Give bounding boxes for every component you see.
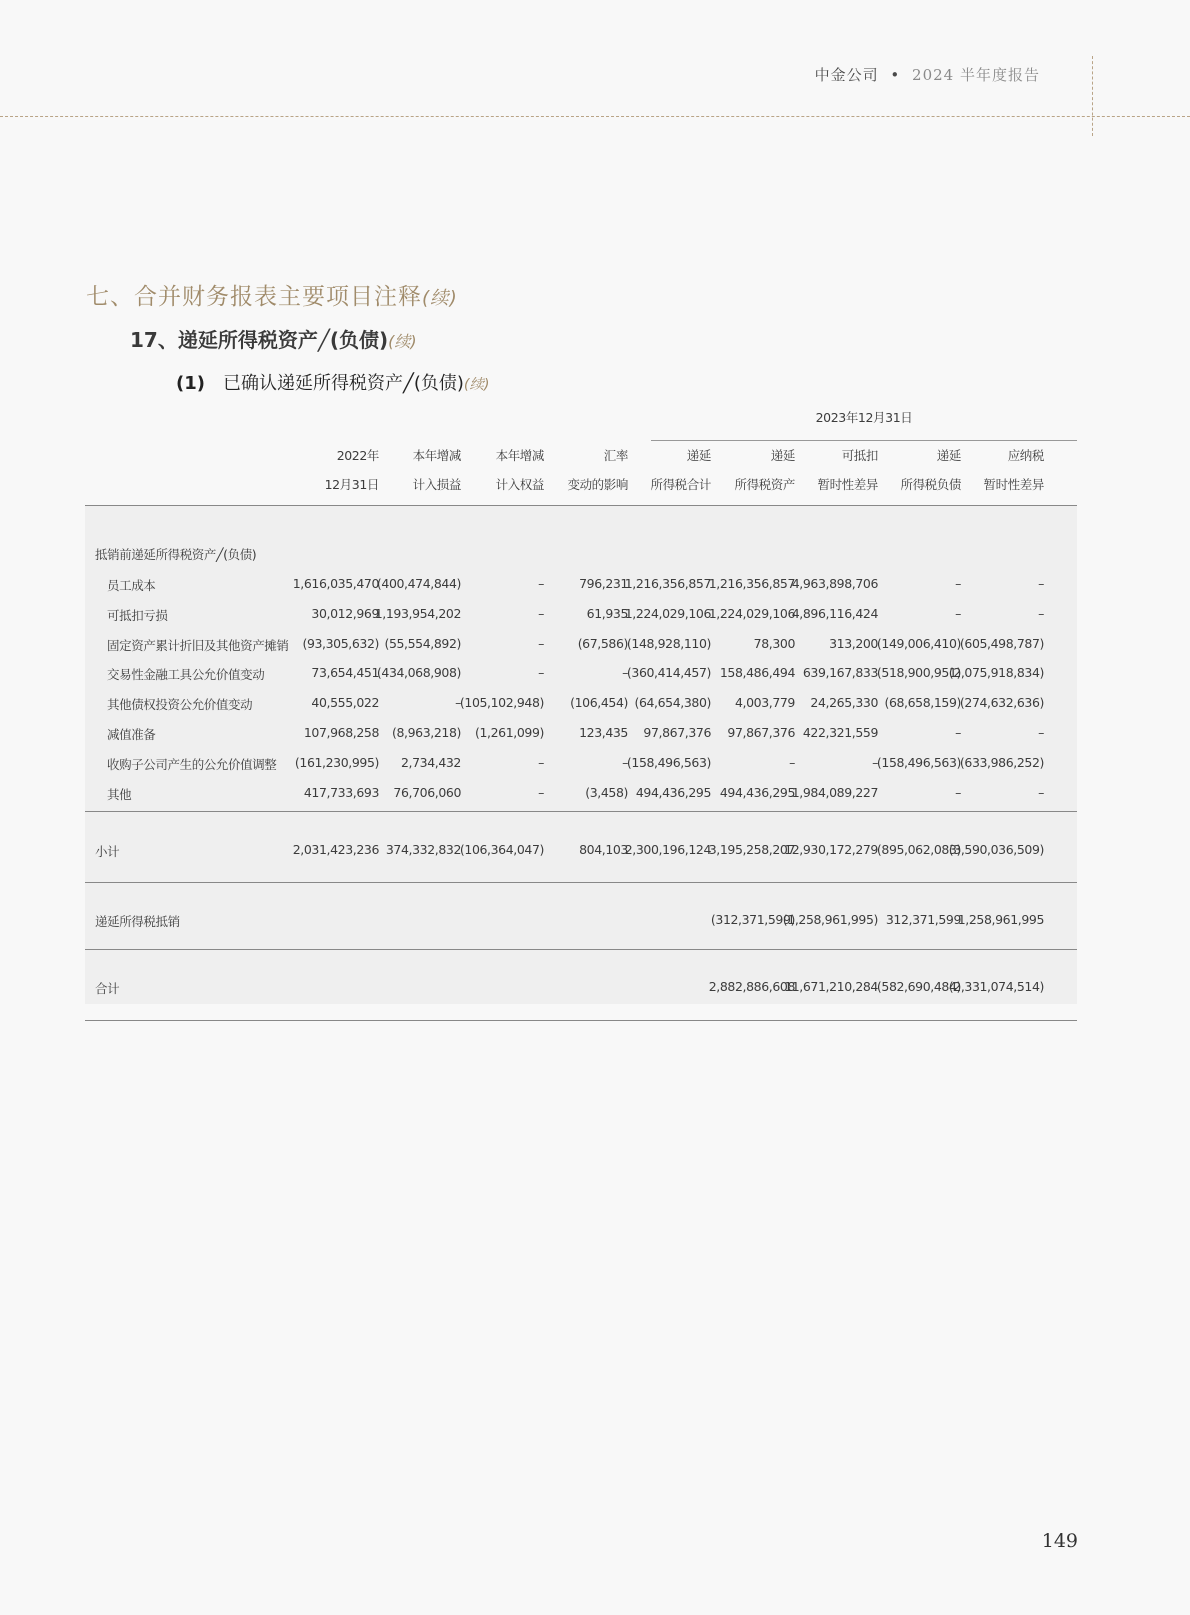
table-cell: –: [1038, 576, 1044, 591]
header-separator: •: [890, 66, 901, 84]
table-cell: 422,321,559: [802, 725, 878, 740]
table-cell: (93,305,632): [302, 636, 379, 651]
table-cell: (149,006,410): [876, 636, 961, 651]
table-cell: 158,486,494: [719, 665, 795, 680]
table-cell: –: [955, 725, 961, 740]
table-cell: (633,986,252): [959, 755, 1044, 770]
table-cell: 417,733,693: [303, 785, 379, 800]
subsection-continued: (续): [388, 332, 417, 351]
table-cell: –: [955, 785, 961, 800]
table-cell: –: [538, 755, 544, 770]
offset-bottom-rule: [85, 949, 1077, 950]
item-number: (1): [176, 373, 205, 394]
table-cell: –: [538, 606, 544, 621]
table-cell: (518,900,951): [876, 665, 961, 680]
table-cell: 78,300: [753, 636, 795, 651]
column-header-line1: 应纳税: [1007, 448, 1044, 463]
column-header-line1: 递延: [686, 448, 711, 463]
page-number: 149: [1041, 1530, 1078, 1552]
table-cell: –: [538, 576, 544, 591]
item-title: 已确认递延所得税资产╱(负债): [222, 373, 464, 394]
table-cell: –: [1038, 725, 1044, 740]
total-cell: (582,690,484): [876, 979, 961, 994]
table-cell: 2,734,432: [400, 755, 461, 770]
table-cell: 1,216,356,857: [708, 576, 795, 591]
body-bottom-rule: [85, 811, 1077, 812]
column-header-line1: 本年增减: [495, 448, 544, 463]
subtotal-cell: (895,062,083): [876, 842, 961, 857]
table-cell: (158,496,563): [876, 755, 961, 770]
table-cell: –: [538, 665, 544, 680]
table-cell: (68,658,159): [884, 695, 961, 710]
table-cell: 4,896,116,424: [791, 606, 878, 621]
header-report-title: 2024 半年度报告: [912, 66, 1040, 84]
table-cell: 1,193,954,202: [374, 606, 461, 621]
column-header-line2: 所得税资产: [734, 477, 795, 492]
table-cell: (67,586): [577, 636, 628, 651]
subtotal-cell: 374,332,832: [385, 842, 461, 857]
row-label: 其他债权投资公允价值变动: [107, 697, 253, 712]
table-cell: 313,200: [829, 636, 878, 651]
row-label: 减值准备: [107, 727, 156, 742]
table-cell: –: [1038, 606, 1044, 621]
subtotal-cell: 2,300,196,124: [624, 842, 711, 857]
table-cell: –: [538, 785, 544, 800]
subtotal-cell: 2,031,423,236: [292, 842, 379, 857]
table-cell: –: [622, 665, 628, 680]
subtotal-bottom-rule: [85, 882, 1077, 883]
offset-cell: 312,371,599: [885, 912, 961, 927]
row-label: 可抵扣亏损: [107, 608, 168, 623]
table-cell: (106,454): [570, 695, 628, 710]
offset-cell: (312,371,599): [710, 912, 795, 927]
offset-label: 递延所得税抵销: [95, 914, 180, 929]
column-header-line1: 汇率: [603, 448, 628, 463]
table-cell: (274,632,636): [959, 695, 1044, 710]
table-cell: –: [872, 755, 878, 770]
total-label: 合计: [95, 981, 120, 996]
offset-cell: 1,258,961,995: [957, 912, 1044, 927]
row-label: 其他: [107, 787, 132, 802]
column-header-line1: 2022年: [336, 448, 379, 463]
offset-cell: (1,258,961,995): [782, 912, 878, 927]
table-cell: 40,555,022: [311, 695, 379, 710]
total-cell: 2,882,886,608: [708, 979, 795, 994]
table-cell: (3,458): [585, 785, 628, 800]
table-cell: (158,496,563): [626, 755, 711, 770]
table-cell: 107,968,258: [303, 725, 379, 740]
table-cell: 24,265,330: [810, 695, 878, 710]
header-divider: [0, 116, 1190, 117]
table-cell: 76,706,060: [393, 785, 461, 800]
table-cell: 639,167,833: [802, 665, 878, 680]
table-cell: –: [538, 636, 544, 651]
header-vertical-divider: [1092, 56, 1093, 136]
column-header-line2: 变动的影响: [567, 477, 628, 492]
table-cell: (360,414,457): [626, 665, 711, 680]
column-header-line2: 所得税合计: [650, 477, 711, 492]
table-cell: 1,216,356,857: [624, 576, 711, 591]
subtotal-cell: (106,364,047): [459, 842, 544, 857]
table-cell: (161,230,995): [294, 755, 379, 770]
column-header-line2: 暂时性差异: [983, 477, 1044, 492]
table-cell: –: [1038, 785, 1044, 800]
table-cell: 4,963,898,706: [791, 576, 878, 591]
table-cell: –: [955, 576, 961, 591]
column-header-line2: 计入损益: [412, 477, 461, 492]
subsection-heading: [130, 324, 417, 353]
section-title: 七、合并财务报表主要项目注释: [86, 284, 422, 310]
table-cell: 4,003,779: [734, 695, 795, 710]
table-cell: 1,984,089,227: [791, 785, 878, 800]
row-label: 固定资产累计折旧及其他资产摊销: [107, 638, 289, 653]
table-cell: (605,498,787): [959, 636, 1044, 651]
table-cell: (2,075,918,834): [948, 665, 1044, 680]
table-cell: (105,102,948): [459, 695, 544, 710]
subtotal-cell: 804,103: [579, 842, 628, 857]
column-header-line1: 可抵扣: [841, 448, 878, 463]
column-header-line2: 暂时性差异: [817, 477, 878, 492]
section-heading: [86, 278, 458, 311]
column-header-line1: 本年增减: [412, 448, 461, 463]
table-cell: (148,928,110): [626, 636, 711, 651]
group-header-rule: [651, 440, 1077, 441]
running-header: [815, 64, 1040, 85]
table-cell: 97,867,376: [643, 725, 711, 740]
table-cell: 30,012,969: [311, 606, 379, 621]
column-header-line2: 所得税负债: [900, 477, 961, 492]
column-header-line1: 递延: [770, 448, 795, 463]
table-cell: 97,867,376: [727, 725, 795, 740]
table-cell: 494,436,295: [719, 785, 795, 800]
table-cell: (64,654,380): [634, 695, 711, 710]
subtotal-label: 小计: [95, 844, 120, 859]
total-bottom-rule: [85, 1020, 1077, 1021]
section-continued: (续): [422, 288, 458, 309]
subtotal-cell: 12,930,172,279: [784, 842, 878, 857]
table-cell: (434,068,908): [376, 665, 461, 680]
row-label: 交易性金融工具公允价值变动: [107, 667, 265, 682]
table-cell: 1,224,029,106: [624, 606, 711, 621]
table-cell: (1,261,099): [475, 725, 544, 740]
total-cell: 11,671,210,284: [784, 979, 878, 994]
table-cell: 73,654,451: [311, 665, 379, 680]
column-header-line2: 计入权益: [495, 477, 544, 492]
column-header-line1: 递延: [936, 448, 961, 463]
table-cell: –: [622, 755, 628, 770]
table-cell: 1,224,029,106: [708, 606, 795, 621]
subsection-title: 17、递延所得税资产╱(负债): [130, 328, 389, 352]
table-cell: –: [455, 695, 461, 710]
table-cell: –: [789, 755, 795, 770]
table-cell: (8,963,218): [392, 725, 461, 740]
column-header-line2: 12月31日: [324, 477, 379, 492]
row-label: 员工成本: [107, 578, 156, 593]
table-cell: 61,935: [586, 606, 628, 621]
header-company: 中金公司: [814, 66, 879, 84]
table-cell: –: [955, 606, 961, 621]
group-header-date: 2023年12月31日: [815, 410, 913, 425]
subtotal-cell: (3,590,036,509): [948, 842, 1044, 857]
section-row-label: 抵销前递延所得税资产╱(负债): [95, 547, 257, 562]
table-cell: 1,616,035,470: [292, 576, 379, 591]
table-cell: (400,474,844): [376, 576, 461, 591]
table-cell: 494,436,295: [635, 785, 711, 800]
table-cell: 123,435: [579, 725, 628, 740]
total-cell: (2,331,074,514): [948, 979, 1044, 994]
table-cell: 796,231: [579, 576, 628, 591]
table-cell: (55,554,892): [384, 636, 461, 651]
row-label: 收购子公司产生的公允价值调整: [107, 757, 277, 772]
item-continued: (续): [463, 377, 490, 393]
item-heading: [176, 369, 490, 395]
subtotal-cell: 3,195,258,207: [708, 842, 795, 857]
